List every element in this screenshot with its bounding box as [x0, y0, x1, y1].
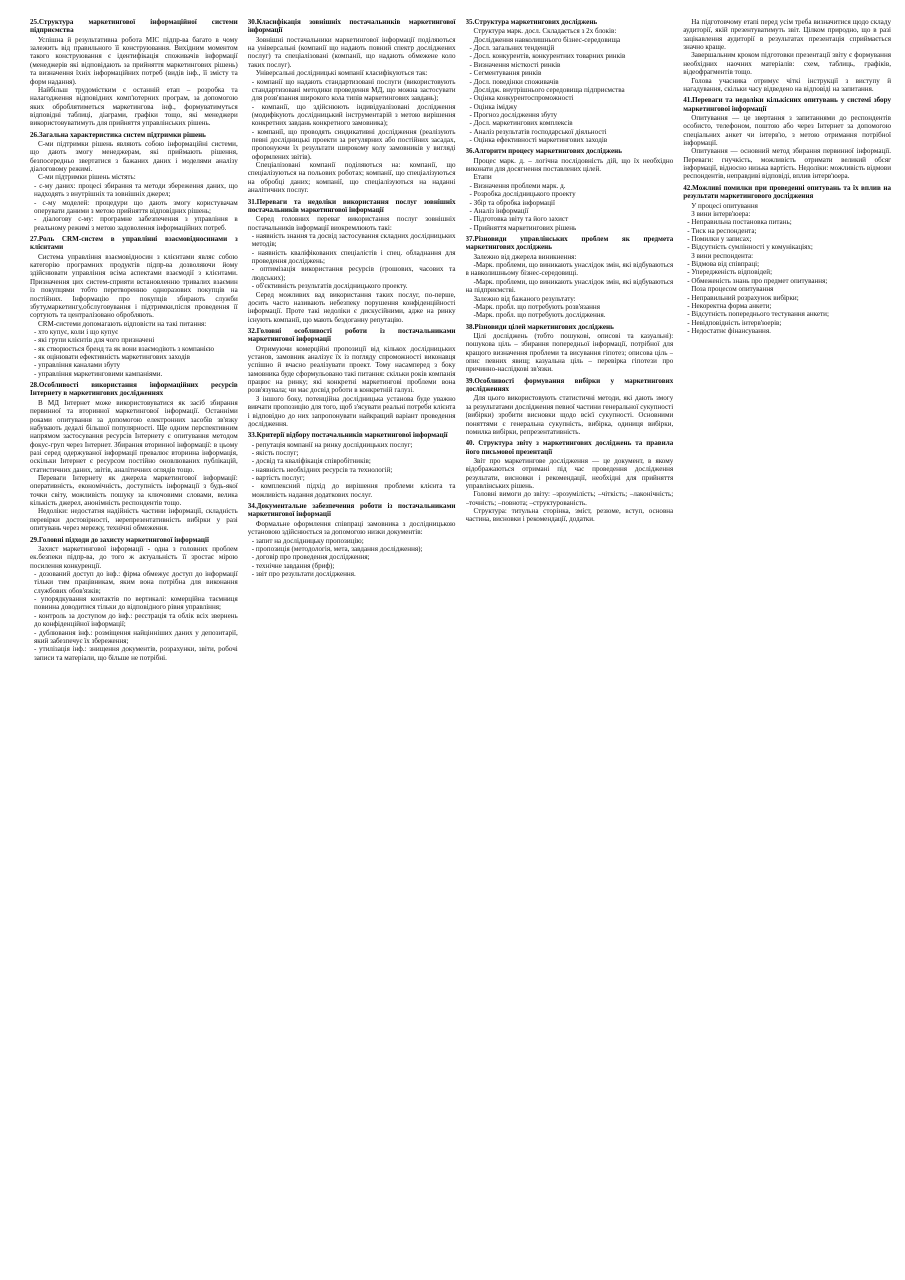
paragraph: - Неправильна постановка питань; [687, 218, 792, 227]
section-heading: 30.Класифікація зовнішніх постачальників маркетингової інформації [247, 18, 456, 35]
paragraph: - компанії, що здійснюють індивідуалізовані дослідження (модифікують дослідницький інструментарій з метою вирішення конкретних завдань конкретного замовника); [251, 102, 456, 128]
paragraph: Універсальні дослідницькі компанії класифікуються так: [255, 69, 428, 78]
paragraph: - дублювання інф.: розміщення найцінніших даних у депозитарії, який забезпечує їх збереження; [34, 628, 238, 645]
paragraph: Успішна й результативна робота МІС підпр-ва багато в чому залежить від правильного її конструювання. Вихідним моментом такого конструювання є ідентифікація споживачів інформації (менеджерів які відповідають за прийняття маркетингових рішень) та визначення їхніх інформаційних потреб (видів інф., її змісту та форм надання). [30, 35, 238, 86]
paragraph: - пропозиція (методологія, мета, завдання дослідження); [251, 544, 423, 553]
section [466, 235, 674, 320]
paragraph: - наявність кваліфікованих спеціалістів і спец. обладнання для проведення досліджень; [251, 248, 456, 266]
section [466, 147, 674, 232]
paragraph: У процесі опитування [691, 201, 758, 210]
paragraph: - дозований доступ до інф.: фірма обмежує доступ до інформації тільки тим працівникам, яким вона потрібна для виконання службових обов'язків; [34, 570, 238, 595]
section [683, 18, 891, 93]
paragraph: - Досл. поведінки споживачів [469, 77, 559, 86]
paragraph: - Тиск на респондента; [687, 226, 757, 235]
paragraph: - компанії що надають стандартизовані послуги (використовують стандартизовані методики проведення МД, що можна застосувати для розв'язання широкого кола типів маркетингових завдань); [251, 77, 456, 103]
paragraph: - утилізація інф.: знищення документів, розрахунки, звіти, робочі записи та матеріали, що більше не потрібні. [34, 645, 238, 662]
section [248, 327, 456, 428]
paragraph: - наявність необхідних ресурсів та технологій; [251, 465, 393, 474]
paragraph: -Марк. пробл. що потребують дослідження. [473, 311, 606, 320]
paragraph: Дослідж. внутрішнього середовища підприємства [473, 85, 625, 94]
paragraph: - упорядкування контактів по вертикалі: комерційна таємниця повинна доводитися тільки до відповідного рівня управління; [34, 595, 238, 612]
paragraph: - Відсутність попереднього тестування анкети; [687, 310, 829, 319]
paragraph: - Оцінка конкурентоспроможності [469, 94, 574, 103]
section-heading: 25.Структура маркетингової інформаційної системи підприємства [30, 18, 238, 35]
paragraph: - с-му даних: процесі збирання та методи збереження даних, що надходять з внутрішніх та зовнішніх джерел; [34, 181, 238, 199]
paragraph: - які групи клієнтів для чого призначені [34, 336, 155, 345]
paragraph: Переваги Інтернету як джерела маркетингової інформації: оперативність, економічність, доступність інформації з будь-якої точки світу, можливість пошуку за ключовими словами, велика кількість джерел, анонімність респондентів тощо. [30, 474, 238, 508]
paragraph: - Відсутність сумлінності у комунікаціях; [687, 243, 813, 252]
paragraph: - контроль за доступом до інф.: реєстрація та облік всіх звернень до конфіденційної інформації; [34, 611, 238, 629]
paragraph: З вини респондента: [691, 251, 754, 260]
section-heading: 27.Роль CRM-систем в управлінні взаємовідносинами з клієнтами [30, 234, 238, 252]
paragraph: Опитування — це звертання з запитаннями до респондентів особисто, телефоном, поштою або через Інтернет за допомогою спеціальних анкет чи інтерв'ю, з метою отримання потрібної інформації. [683, 113, 891, 148]
paragraph: - як створюється бренд та як вони взаємодіють з компанією [34, 344, 215, 353]
paragraph: - наявність знання та досвід застосування складних дослідницьких методів; [251, 231, 456, 249]
paragraph: Формальне оформлення співпраці замовника з дослідницькою установою здійснюється за допомогою низки документів: [247, 519, 456, 537]
paragraph: - Досл. маркетингових комплексів [469, 119, 573, 128]
section-heading: 26.Загальна характеристика систем підтримки рішень [30, 130, 206, 139]
section [248, 198, 456, 324]
paragraph: - Оцінка іміджу [469, 102, 518, 111]
section [248, 431, 456, 499]
paragraph: Найбільш трудомістким є останній етап – розробка та налагодження відповідних комп'ютерних програм, за допомогою яких оброблятиметься маркетингова інф., формуватимуться відповідні таблиці, діаграми, графіки тощо, які менеджери використовуватимуть для прийняття управлінських рішень. [30, 85, 238, 128]
paragraph: - Збір та обробка інформації [469, 198, 555, 207]
section [248, 502, 456, 578]
section [30, 18, 238, 128]
paragraph: - Оцінка ефективності маркетингових заходів [469, 136, 608, 145]
paragraph: - Розробка дослідницького проекту [469, 190, 576, 199]
section-heading: 40. Структура звіту з маркетингових досліджень та правила його письмової презентації [465, 439, 674, 456]
paragraph: Серед головних переваг використання послуг зовнішніх постачальників інформації виокремлюють такі: [247, 215, 456, 232]
paragraph: - як оцінювати ефективність маркетингових заходів [34, 353, 191, 362]
paragraph: В МД Інтернет може використовуватися як засіб збирання первинної та вторинної маркетингової інформації. Останніми роками опитування за допомогою електронних засобів зв'язку набувають дедалі більшої популярності. Ще одним перспективним напрямом застосування ресурсів Інтернету є опитування методом фокус-груп через Інтернет. Збирання вторинної інформації: в цьому разі серед одержуваної інформації превалює вторинна інформація, оскільки Інтернет є ресурсом постійно оновлюваних публікацій, статистичних даних, звітів, аналітичних оглядів тощо. [30, 398, 238, 474]
paragraph: - звіт про результати дослідження. [251, 570, 356, 578]
paragraph: Система управління взаємовідносин з клієнтами являє собою категорію програмних продуктів підпр-ва дозволяючи йому здійснювати управління всіма аспектами взаємодії з клієнтами. Призначення цих систем-сприяти встановленню тривалих взаємин із покупцями тобто перетворенню одноразових покупців на постійних. Інформацію про покупців збирають служби збуту,маркетингу,обслуговування і підтримки,після проведення її сортують та централізовано обробляють. [30, 252, 238, 320]
section [683, 184, 891, 335]
text-column-1 [30, 18, 238, 1270]
paragraph: - діалогову с-му: програмне забезпечення з управління в реальному режимі з метою задоволення інформаційних потреб. [34, 215, 238, 232]
paragraph: - запит на дослідницьку пропозицію; [251, 536, 364, 545]
paragraph: - Невідповідність інтерв'юерів; [687, 318, 782, 327]
section-heading: 41.Переваги та недоліки кількісних опитувань у системі збору маркетингової інформації [683, 96, 891, 113]
section-heading: 36.Алгоритм процесу маркетингових досліджень [465, 147, 622, 156]
paragraph: Процес марк. д. – логічна послідовність дій, що їх необхідно виконати для досягнення поставлених цілей. [465, 156, 674, 174]
paragraph: - Упередженість відповідей; [687, 268, 773, 277]
paragraph: Залежно від джерела виникнення: [473, 252, 577, 261]
paragraph: - Прогноз дослідження збуту [469, 110, 558, 119]
paragraph: - Недостатнє фінансування. [687, 326, 771, 335]
paragraph: - технічне завдання (бриф); [251, 561, 335, 570]
paragraph: - Відмова від співпраці; [687, 260, 760, 269]
section [30, 235, 238, 378]
paragraph: - Визначення проблеми марк. д. [469, 181, 566, 190]
paragraph: - вартість послуг; [251, 474, 305, 483]
paragraph: - досвід та кваліфікація співробітників; [251, 457, 371, 466]
section-heading: 38.Різновиди цілей маркетингових досліджень [465, 322, 614, 331]
section-heading: 34.Документальне забезпечення роботи із постачальниками маркетингової інформації [247, 502, 456, 519]
paragraph: Для цього використовують статистичні методи, які дають змогу за результатами дослідження певної частини генеральної сукупності (вибірки) зробити висновки щодо всієї сукупності. Основними поняттями є генеральна сукупність, вибірка, одиниця вибірки, помилка вибірки, репрезентативність. [465, 394, 674, 436]
paragraph: - Прийняття маркетингових рішень [469, 223, 577, 232]
section [466, 323, 674, 374]
paragraph: Завершальним кроком підготовки презентації звіту є формування необхідних наочних матеріалів: схем, таблиць, графіків, відеофрагментів тощо. [683, 51, 891, 77]
text-column-4 [683, 18, 891, 1270]
paragraph: С-ми підтримки рішень містять: [38, 173, 136, 182]
section [466, 439, 674, 524]
paragraph: - с-му моделей: процедури що дають змогу користувачам оперувати даними з метою прийняття відповідних рішень; [34, 198, 238, 215]
section-heading: 29.Головні підходи до захисту маркетингової інформації [30, 535, 209, 544]
paragraph: Етапи [473, 173, 492, 182]
paragraph: Опитування — основний метод збирання первинної інформації. Переваги: гнучкість, можливість отримати великий обсяг інформації, відносно низька вартість. Недоліки: можливість відмови респондентів, неправдиві відповіді, вплив інтерв'юера. [683, 147, 891, 181]
paragraph: - комплексний підхід до вирішення проблеми клієнта та можливість надання додаткових послуг. [251, 482, 456, 499]
section-heading: 39.Особливості формування вибірки у маркетингових дослідженнях [465, 376, 674, 394]
text-column-3 [466, 18, 674, 1270]
paragraph: -Марк. проблеми, що виникають унаслідок змін, які відбуваються в навколишньому бізнес-середовищі. [465, 261, 674, 278]
paragraph: - Аналіз інформації [469, 206, 529, 215]
paragraph: CRM-системи допомагають відповісти на такі питання: [38, 319, 207, 328]
paragraph: На підготовчому етапі перед усім треба визначитися щодо складу аудиторії, якій презентуватимуть звіт. Цілком природно, що в разі зацікавлення аудиторії в результатах презентація сприймається значно краще. [683, 18, 891, 52]
paragraph: Спеціалізовані компанії поділяються на: компанії, що спеціалізуються на польових роботах; компанії, що спеціалізуються на обробці даних; компанії, що спеціалізуються на наданні аналітичних послуг. [247, 161, 456, 195]
paragraph: - Обмеженість знань про предмет опитування; [687, 276, 828, 285]
paragraph: -Марк. проблеми, що виникають унаслідок змін, які відбуваються на підприємстві. [465, 277, 674, 295]
section [466, 18, 674, 144]
paragraph: - Аналіз результатів господарської діяльності [469, 127, 607, 136]
section [683, 96, 891, 181]
section [30, 381, 238, 532]
section-heading: 31.Переваги та недоліки використання послуг зовнішніх постачальників маркетингової інформації [247, 197, 456, 214]
section [466, 377, 674, 437]
paragraph: Головні вимоги до звіту: –зрозумілість; –чіткість; –лаконічність; –точність; –повнота; –структурованість. [465, 490, 674, 507]
paragraph: - Сегментування ринків [469, 69, 542, 78]
paragraph: - оптимізація використання ресурсів (грошових, часових та людських); [251, 265, 456, 282]
section-heading: 33.Критерії відбору постачальників маркетингової інформації [247, 431, 448, 440]
paragraph: - об'єктивність результатів дослідницького проекту. [251, 282, 408, 291]
paragraph: Залежно від бажаного результату: [473, 294, 576, 303]
paragraph: Структура марк. досл. Складається з 2х блоків: [473, 27, 617, 36]
paragraph: Голова учасника отримує чіткі інструкції з виступу й нагадування, скільки часу відведено на відповіді на запитання. [683, 76, 891, 93]
section [30, 536, 238, 662]
paragraph: - Неправильний розрахунок вибірки; [687, 293, 799, 302]
paragraph: - Досл. конкурентів, конкурентних товарних ринків [469, 52, 626, 61]
paragraph: Звіт про маркетингове дослідження — це документ, в якому відображаються отримані під час проведення дослідження результати, висновки і рекомендації, необхідні для прийняття управлінських рішень. [465, 456, 674, 491]
paragraph: С-ми підтримки рішень являють собою інформаційні системи, що дають змогу менеджерам, які приймають рішення, безпосередньо звертатися з бажаних даних і моделями аналізу діалоговому режимі. [30, 140, 238, 174]
paragraph: - Досл. загальних тенденцій [469, 44, 555, 53]
paragraph: - управління каналами збуту [34, 361, 121, 370]
section [248, 18, 456, 195]
paragraph: З іншого боку, потенційна дослідницька установа буде уважно вивчати пропозицію для того, щоб з'ясувати реальні потреби клієнта і відповідно до них запропонувати найкращий варіант проведення дослідження. [247, 394, 456, 428]
section-heading: 35.Структура маркетингових досліджень [465, 18, 598, 26]
section-heading: 42.Можливі помилки при проведенні опитувань та їх вплив на результати маркетингового дослідження [683, 183, 891, 201]
section-heading: 28.Особливості використання інформаційних ресурсів Інтернету в маркетингових дослідженнях [30, 381, 238, 398]
paragraph: - Некоректна форма анкети; [687, 301, 772, 310]
section [30, 131, 238, 232]
paragraph: - хто купує, коли і що купує [34, 327, 119, 336]
paragraph: - репутація компанії на ринку дослідницьких послуг; [251, 440, 413, 449]
paragraph: Серед можливих вад використання таких послуг, по-перше, досить часто називають небезпеку порушення конфіденційності інформації. Проте такі недоліки є дискусійними, адже на ринку існують компанії, що мають бездоганну репутацію. [247, 290, 456, 324]
section-heading: 32.Головні особливості роботи із постачальниками маркетингової інформації [247, 326, 456, 344]
paragraph: - договір про проведення дослідження; [251, 553, 370, 562]
paragraph: - Помилки у записах; [687, 234, 752, 243]
paragraph: - Визначення місткості ринків [469, 60, 561, 69]
paragraph: Поза процесом опитування [691, 285, 774, 294]
section-heading: 37.Різновиди управлінських проблем як предмета маркетингових досліджень [465, 234, 674, 252]
paragraph: -Марк. пробл. що потребують розв'язання [473, 302, 600, 311]
paragraph: Отримуючи комерційні пропозиції від кількох дослідницьких установ, замовник аналізує їх із погляду спроможності виконавця успішно й вчасно реалізувати проект. Тому насамперед з боку замовника буде сформульовано такі питання: скільки років компанія працює на ринку; які конкретні маркетингові проблеми вона розв'язувала; чи має досвід роботи в конкретній галузі. [247, 344, 456, 395]
paragraph: Зовнішні постачальники маркетингової інформації поділяються на універсальні (компанії що надають повний спектр досліджених послуг) та спеціалізовані (компанії, що надають обмежене коло таких послуг). [247, 35, 456, 69]
paragraph: - компанії, що проводять синдикативні дослідження (реалізують певні дослідницькі проекти за регулярних або постійних засадах, пропонуючи їх результати широкому колу замовників у вигляді оформлених звітів). [251, 127, 456, 161]
paragraph: Захист маркетингової інформації - одна з головних проблем ек.безпеки підпр-ва, до того ж актуальність її зростає мірою посилення конкуренції. [30, 544, 238, 570]
paragraph: Недоліки: недостатня надійність частини інформації, складність перевірки достовірності, нерепрезентативність вибірки у разі опитувань через мережу, технічні обмеження. [30, 507, 238, 533]
text-column-2 [248, 18, 456, 1270]
paragraph: - Підготовка звіту та його захист [469, 215, 569, 224]
paragraph: Дослідження навколишнього бізнес-середовища [473, 35, 621, 44]
paragraph: - якість послуг; [251, 448, 299, 457]
paragraph: Цілі досліджень (тобто пошукові, описові та казуальні): пошукова ціль – збирання попередньої інформації, потрібної для кращого визначення проблеми та висування гіпотез; описова ціль – опис певних явищ; казуальна ціль – перевірка гіпотези про причинно-наслідкові зв'язки. [465, 331, 674, 374]
paragraph: Структура: титульна сторінка, зміст, резюме, вступ, основна частина, висновки і рекомендації, додатки. [465, 507, 674, 524]
paragraph: - управління маркетинговими кампаніями. [34, 369, 163, 378]
paragraph: З вини інтерв'юера: [691, 209, 751, 218]
